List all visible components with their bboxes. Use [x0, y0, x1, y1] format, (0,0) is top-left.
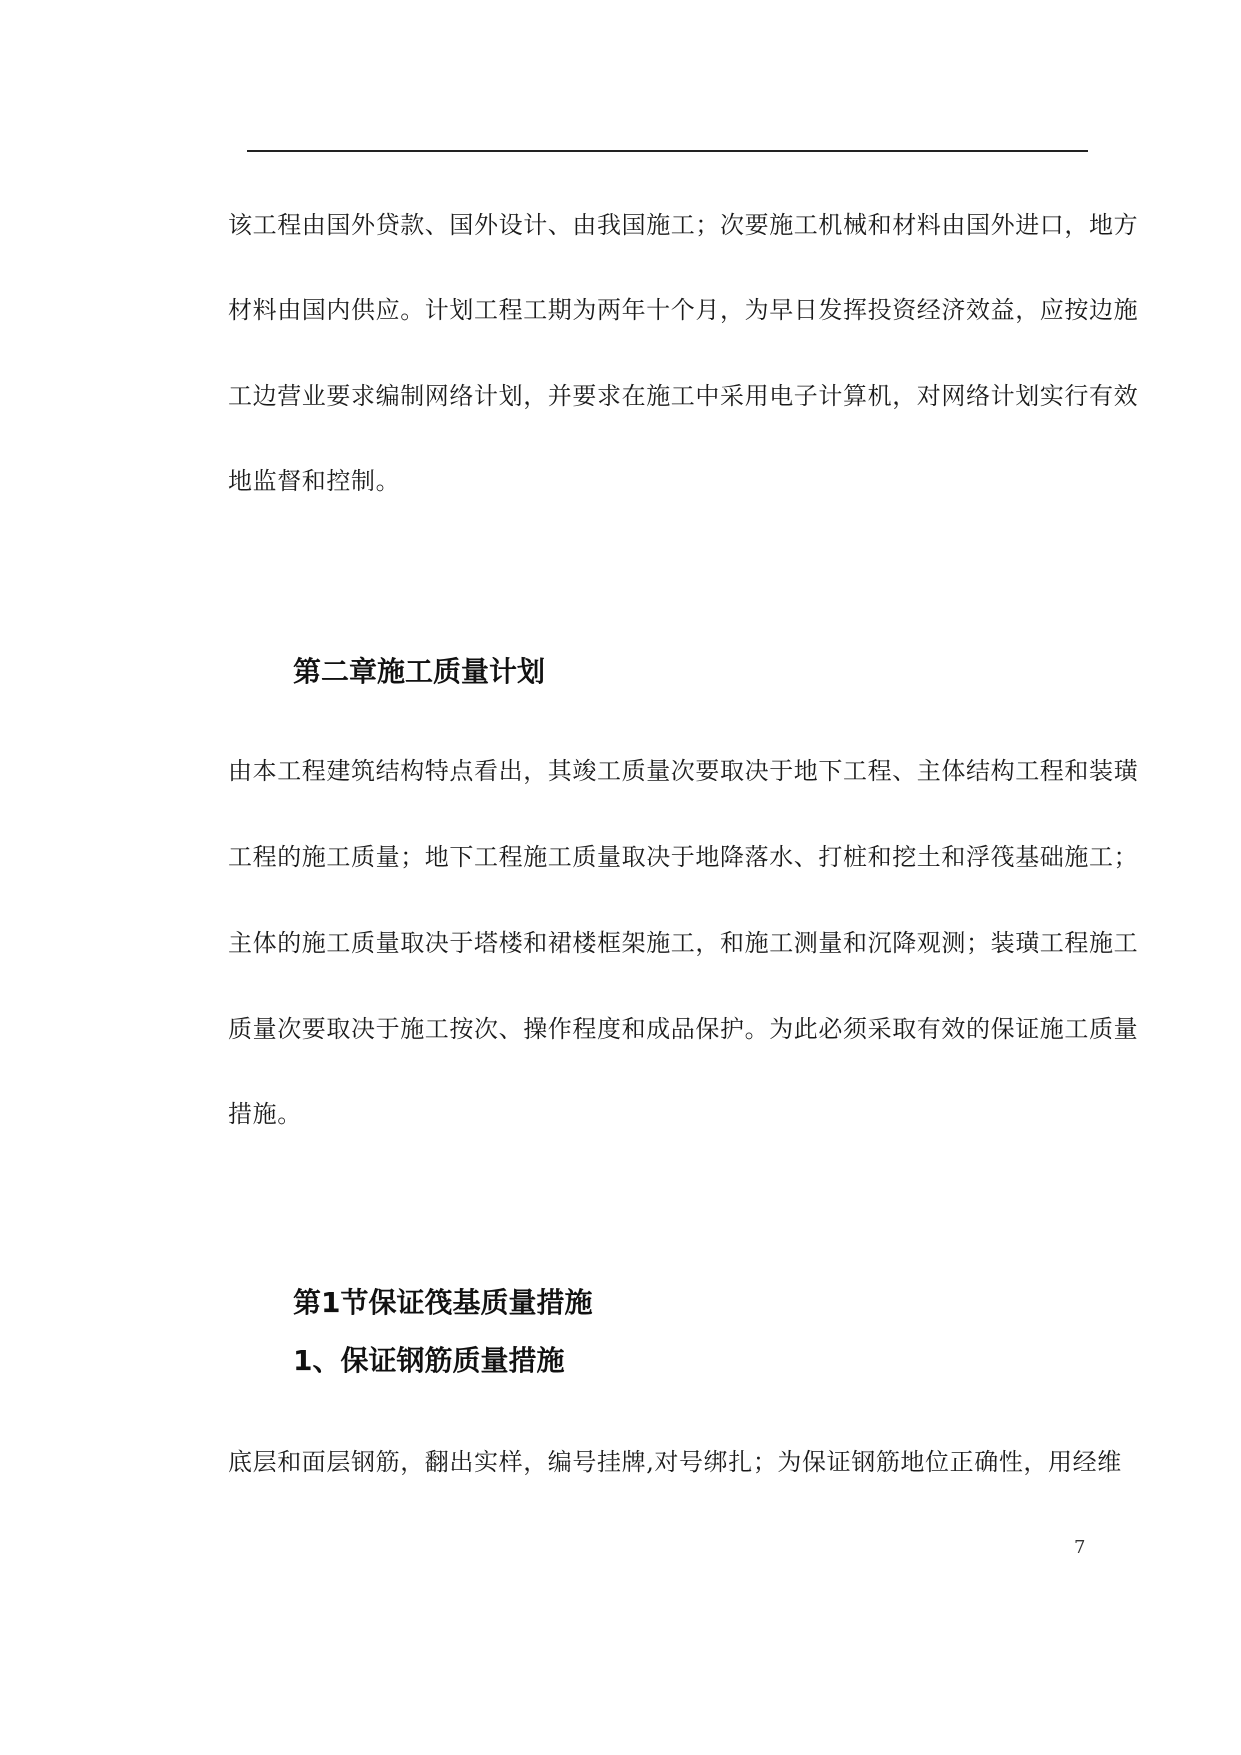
header-rule — [247, 150, 1088, 152]
chapter-2-line-2: 工程的施工质量；地下工程施工质量取决于地降落水、打桩和挖土和浮筏基础施工； — [228, 843, 1139, 871]
chapter-2-line-3: 主体的施工质量取决于塔楼和裙楼框架施工，和施工测量和沉降观测；装璜工程施工 — [228, 929, 1139, 957]
chapter-2-line-4: 质量次要取决于施工按次、操作程度和成品保护。为此必须采取有效的保证施工质量 — [228, 1015, 1139, 1043]
intro-line-1: 该工程由国外贷款、国外设计、由我国施工；次要施工机械和材料由国外进口，地方 — [228, 211, 1139, 239]
section-1-subheading: 1、保证钢筋质量措施 — [293, 1344, 565, 1377]
intro-line-3: 工边营业要求编制网络计划，并要求在施工中采用电子计算机，对网络计划实行有效 — [228, 382, 1139, 410]
chapter-2-heading: 第二章施工质量计划 — [293, 655, 546, 688]
section-1-heading: 第1节保证筏基质量措施 — [293, 1286, 593, 1319]
chapter-2-line-5: 措施。 — [228, 1100, 302, 1128]
intro-line-2: 材料由国内供应。计划工程工期为两年十个月，为早日发挥投资经济效益，应按边施 — [228, 296, 1139, 324]
chapter-2-line-1: 由本工程建筑结构特点看出，其竣工质量次要取决于地下工程、主体结构工程和装璜 — [228, 757, 1139, 785]
intro-line-4: 地监督和控制。 — [228, 467, 401, 495]
section-1-line-1: 底层和面层钢筋，翻出实样，编号挂牌,对号绑扎；为保证钢筋地位正确性，用经维 — [228, 1448, 1122, 1476]
page-number: 7 — [1074, 1537, 1086, 1558]
